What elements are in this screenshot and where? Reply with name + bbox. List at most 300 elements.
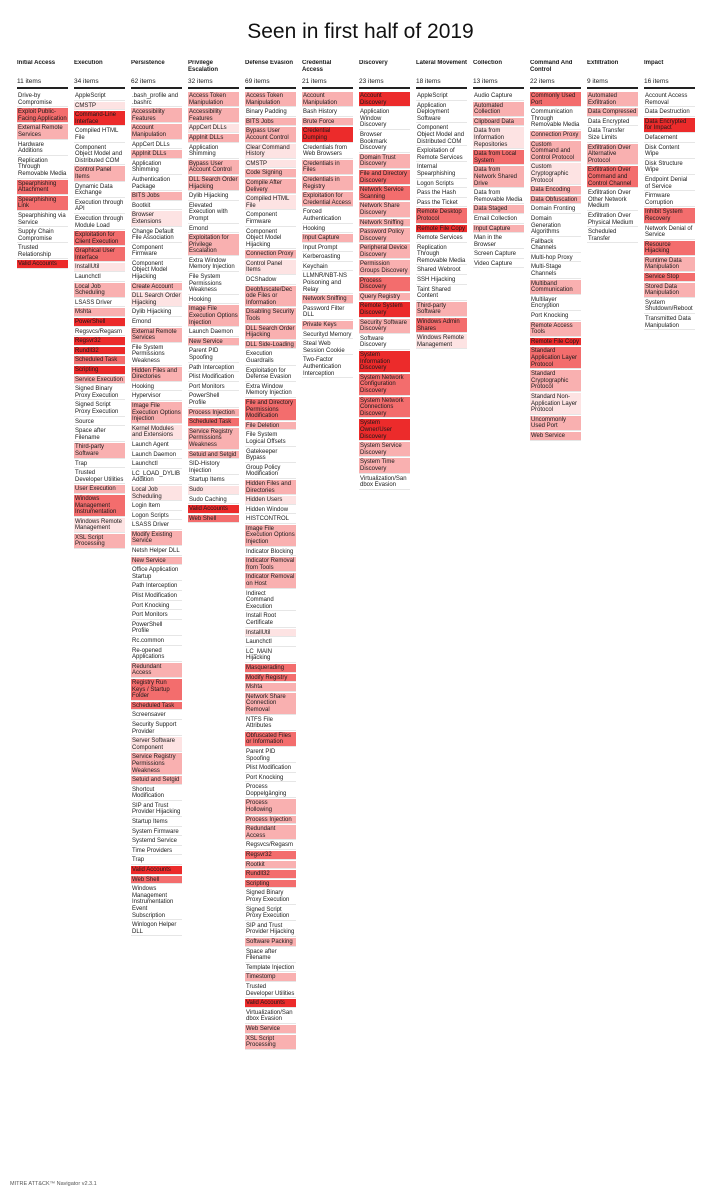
technique-cell[interactable] <box>245 308 296 323</box>
technique-cell[interactable] <box>245 683 296 692</box>
technique-cell[interactable] <box>245 816 296 825</box>
technique-cell[interactable] <box>131 611 182 620</box>
technique-cell[interactable] <box>245 841 296 850</box>
technique-cell[interactable] <box>302 331 353 340</box>
technique-cell[interactable] <box>302 321 353 330</box>
technique-cell[interactable] <box>245 774 296 783</box>
technique-cell[interactable] <box>17 228 68 243</box>
technique-cell[interactable] <box>188 383 239 392</box>
technique-cell[interactable] <box>644 92 695 107</box>
technique-cell[interactable] <box>359 186 410 201</box>
technique-cell[interactable] <box>188 338 239 347</box>
technique-cell[interactable] <box>131 192 182 201</box>
technique-cell[interactable] <box>473 225 524 234</box>
technique-cell[interactable] <box>131 308 182 317</box>
technique-cell[interactable] <box>245 108 296 117</box>
technique-cell[interactable] <box>131 876 182 885</box>
technique-cell[interactable] <box>131 141 182 150</box>
technique-cell[interactable] <box>131 460 182 469</box>
technique-cell[interactable] <box>131 425 182 440</box>
technique-cell[interactable] <box>131 921 182 936</box>
technique-cell[interactable] <box>530 263 581 278</box>
technique-cell[interactable] <box>131 602 182 611</box>
technique-cell[interactable] <box>74 418 125 427</box>
technique-cell[interactable] <box>473 234 524 249</box>
technique-cell[interactable] <box>74 127 125 142</box>
technique-cell[interactable] <box>245 825 296 840</box>
technique-cell[interactable] <box>245 732 296 747</box>
technique-cell[interactable] <box>17 180 68 195</box>
technique-cell[interactable] <box>587 92 638 107</box>
technique-cell[interactable] <box>131 557 182 566</box>
technique-cell[interactable] <box>245 748 296 763</box>
technique-cell[interactable] <box>188 486 239 495</box>
technique-cell[interactable] <box>245 799 296 814</box>
technique-cell[interactable] <box>74 328 125 337</box>
technique-cell[interactable] <box>245 638 296 647</box>
technique-cell[interactable] <box>131 451 182 460</box>
technique-cell[interactable] <box>359 260 410 275</box>
technique-cell[interactable] <box>131 547 182 556</box>
technique-cell[interactable] <box>188 451 239 460</box>
technique-cell[interactable] <box>74 401 125 416</box>
technique-cell[interactable] <box>74 376 125 385</box>
technique-cell[interactable] <box>245 922 296 937</box>
technique-cell[interactable] <box>245 906 296 921</box>
technique-cell[interactable] <box>530 347 581 369</box>
technique-cell[interactable] <box>530 131 581 140</box>
technique-cell[interactable] <box>188 409 239 418</box>
technique-cell[interactable] <box>74 183 125 198</box>
technique-cell[interactable] <box>17 92 68 107</box>
technique-cell[interactable] <box>131 150 182 159</box>
technique-cell[interactable] <box>530 108 581 130</box>
technique-cell[interactable] <box>644 315 695 330</box>
technique-cell[interactable] <box>359 92 410 107</box>
technique-cell[interactable] <box>359 302 410 317</box>
technique-cell[interactable] <box>131 663 182 678</box>
technique-cell[interactable] <box>188 428 239 450</box>
technique-cell[interactable] <box>302 253 353 262</box>
technique-cell[interactable] <box>131 711 182 720</box>
technique-cell[interactable] <box>473 189 524 204</box>
technique-cell[interactable] <box>131 124 182 139</box>
technique-cell[interactable] <box>473 127 524 149</box>
technique-cell[interactable] <box>17 124 68 139</box>
technique-cell[interactable] <box>188 124 239 133</box>
technique-cell[interactable] <box>359 108 410 130</box>
technique-cell[interactable] <box>188 225 239 234</box>
technique-cell[interactable] <box>131 292 182 307</box>
technique-cell[interactable] <box>74 247 125 262</box>
technique-cell[interactable] <box>245 889 296 904</box>
technique-cell[interactable] <box>530 338 581 347</box>
technique-cell[interactable] <box>131 702 182 711</box>
technique-cell[interactable] <box>245 399 296 421</box>
technique-cell[interactable] <box>131 647 182 662</box>
technique-cell[interactable] <box>131 344 182 366</box>
technique-cell[interactable] <box>644 241 695 256</box>
technique-cell[interactable] <box>245 1025 296 1034</box>
technique-cell[interactable] <box>359 228 410 243</box>
technique-cell[interactable] <box>131 486 182 501</box>
technique-cell[interactable] <box>416 276 467 285</box>
technique-cell[interactable] <box>74 534 125 549</box>
technique-cell[interactable] <box>530 322 581 337</box>
technique-cell[interactable] <box>245 367 296 382</box>
technique-cell[interactable] <box>245 464 296 479</box>
technique-cell[interactable] <box>359 202 410 217</box>
technique-cell[interactable] <box>17 244 68 259</box>
tactic-header[interactable]: Command And Control <box>530 60 573 73</box>
technique-cell[interactable] <box>188 192 239 201</box>
technique-cell[interactable] <box>416 225 467 234</box>
technique-cell[interactable] <box>530 141 581 163</box>
technique-cell[interactable] <box>473 150 524 165</box>
technique-cell[interactable] <box>416 189 467 198</box>
technique-cell[interactable] <box>188 364 239 373</box>
technique-cell[interactable] <box>131 531 182 546</box>
technique-cell[interactable] <box>131 592 182 601</box>
technique-cell[interactable] <box>473 92 524 101</box>
technique-cell[interactable] <box>530 280 581 295</box>
technique-cell[interactable] <box>17 157 68 179</box>
tactic-header[interactable]: Persistence <box>131 60 165 66</box>
technique-cell[interactable] <box>131 566 182 581</box>
technique-cell[interactable] <box>131 847 182 856</box>
technique-cell[interactable] <box>245 612 296 627</box>
technique-cell[interactable] <box>245 983 296 998</box>
technique-cell[interactable] <box>131 228 182 243</box>
technique-cell[interactable] <box>131 92 182 107</box>
technique-cell[interactable] <box>131 582 182 591</box>
technique-cell[interactable] <box>587 144 638 166</box>
technique-cell[interactable] <box>188 373 239 382</box>
technique-cell[interactable] <box>644 192 695 207</box>
technique-cell[interactable] <box>74 385 125 400</box>
technique-cell[interactable] <box>302 108 353 117</box>
technique-cell[interactable] <box>302 176 353 191</box>
technique-cell[interactable] <box>245 448 296 463</box>
technique-cell[interactable] <box>131 802 182 817</box>
technique-cell[interactable] <box>74 485 125 494</box>
technique-cell[interactable] <box>359 458 410 473</box>
technique-cell[interactable] <box>245 350 296 365</box>
technique-cell[interactable] <box>245 496 296 505</box>
technique-cell[interactable] <box>245 716 296 731</box>
technique-cell[interactable] <box>587 127 638 142</box>
technique-cell[interactable] <box>416 124 467 146</box>
technique-cell[interactable] <box>74 347 125 356</box>
technique-cell[interactable] <box>473 215 524 224</box>
technique-cell[interactable] <box>302 192 353 207</box>
technique-cell[interactable] <box>245 693 296 715</box>
technique-cell[interactable] <box>131 737 182 752</box>
tactic-header[interactable]: Collection <box>473 60 503 66</box>
technique-cell[interactable] <box>17 141 68 156</box>
technique-cell[interactable] <box>188 476 239 485</box>
technique-cell[interactable] <box>644 257 695 272</box>
technique-cell[interactable] <box>530 416 581 431</box>
technique-cell[interactable] <box>359 319 410 334</box>
technique-cell[interactable] <box>530 186 581 195</box>
technique-cell[interactable] <box>416 334 467 349</box>
technique-cell[interactable] <box>359 351 410 373</box>
technique-cell[interactable] <box>473 118 524 127</box>
technique-cell[interactable] <box>131 392 182 401</box>
technique-cell[interactable] <box>644 108 695 117</box>
technique-cell[interactable] <box>359 244 410 259</box>
technique-cell[interactable] <box>131 211 182 226</box>
technique-cell[interactable] <box>131 856 182 865</box>
technique-cell[interactable] <box>245 228 296 250</box>
technique-cell[interactable] <box>644 160 695 175</box>
technique-cell[interactable] <box>245 431 296 446</box>
technique-cell[interactable] <box>245 590 296 612</box>
tactic-header[interactable]: Lateral Movement <box>416 60 467 66</box>
technique-cell[interactable] <box>245 341 296 350</box>
technique-cell[interactable] <box>359 397 410 419</box>
technique-cell[interactable] <box>245 506 296 515</box>
technique-cell[interactable] <box>359 335 410 350</box>
technique-cell[interactable] <box>188 496 239 505</box>
technique-cell[interactable] <box>74 231 125 246</box>
technique-cell[interactable] <box>245 783 296 798</box>
technique-cell[interactable] <box>74 337 125 346</box>
technique-cell[interactable] <box>302 356 353 378</box>
technique-cell[interactable] <box>17 108 68 123</box>
technique-cell[interactable] <box>416 244 467 266</box>
technique-cell[interactable] <box>74 299 125 308</box>
technique-cell[interactable] <box>473 250 524 259</box>
technique-cell[interactable] <box>245 480 296 495</box>
technique-cell[interactable] <box>188 296 239 305</box>
technique-cell[interactable] <box>359 170 410 185</box>
technique-cell[interactable] <box>131 753 182 775</box>
technique-cell[interactable] <box>530 196 581 205</box>
technique-cell[interactable] <box>416 180 467 189</box>
technique-cell[interactable] <box>74 495 125 517</box>
technique-cell[interactable] <box>530 163 581 185</box>
tactic-header[interactable]: Defense Evasion <box>245 60 294 66</box>
technique-cell[interactable] <box>131 108 182 123</box>
technique-cell[interactable] <box>359 475 410 490</box>
technique-cell[interactable] <box>359 131 410 153</box>
technique-cell[interactable] <box>644 283 695 298</box>
technique-cell[interactable] <box>245 383 296 398</box>
tactic-header[interactable]: Execution <box>74 60 103 66</box>
technique-cell[interactable] <box>245 851 296 860</box>
technique-cell[interactable] <box>188 176 239 191</box>
technique-cell[interactable] <box>302 340 353 355</box>
technique-cell[interactable] <box>74 199 125 214</box>
technique-cell[interactable] <box>587 108 638 117</box>
technique-cell[interactable] <box>188 108 239 123</box>
technique-cell[interactable] <box>245 92 296 107</box>
technique-cell[interactable] <box>131 244 182 259</box>
technique-cell[interactable] <box>131 512 182 521</box>
technique-cell[interactable] <box>245 999 296 1008</box>
technique-cell[interactable] <box>644 176 695 191</box>
technique-cell[interactable] <box>359 219 410 228</box>
technique-cell[interactable] <box>74 283 125 298</box>
technique-cell[interactable] <box>131 521 182 530</box>
technique-cell[interactable] <box>188 515 239 524</box>
technique-cell[interactable] <box>131 885 182 920</box>
tactic-header[interactable]: Credential Access <box>302 60 332 73</box>
technique-cell[interactable] <box>74 356 125 365</box>
technique-cell[interactable] <box>245 664 296 673</box>
technique-cell[interactable] <box>188 134 239 143</box>
technique-cell[interactable] <box>302 160 353 175</box>
technique-cell[interactable] <box>530 254 581 263</box>
technique-cell[interactable] <box>245 964 296 973</box>
technique-cell[interactable] <box>131 260 182 282</box>
technique-cell[interactable] <box>587 118 638 127</box>
technique-cell[interactable] <box>188 160 239 175</box>
technique-cell[interactable] <box>416 102 467 124</box>
technique-cell[interactable] <box>74 443 125 458</box>
technique-cell[interactable] <box>188 347 239 362</box>
technique-cell[interactable] <box>302 263 353 272</box>
technique-cell[interactable] <box>74 318 125 327</box>
technique-cell[interactable] <box>530 296 581 311</box>
technique-cell[interactable] <box>359 374 410 396</box>
technique-cell[interactable] <box>245 948 296 963</box>
technique-cell[interactable] <box>302 127 353 142</box>
technique-cell[interactable] <box>131 786 182 801</box>
technique-cell[interactable] <box>245 557 296 572</box>
technique-cell[interactable] <box>644 225 695 240</box>
technique-cell[interactable] <box>245 160 296 169</box>
tactic-header[interactable]: Impact <box>644 60 664 66</box>
technique-cell[interactable] <box>530 312 581 321</box>
technique-cell[interactable] <box>416 199 467 208</box>
technique-cell[interactable] <box>245 1035 296 1050</box>
technique-cell[interactable] <box>416 208 467 223</box>
technique-cell[interactable] <box>245 211 296 226</box>
technique-cell[interactable] <box>644 134 695 143</box>
technique-cell[interactable] <box>245 648 296 663</box>
technique-cell[interactable] <box>473 166 524 188</box>
technique-cell[interactable] <box>587 189 638 211</box>
technique-cell[interactable] <box>245 127 296 142</box>
technique-cell[interactable] <box>245 286 296 308</box>
tactic-header[interactable]: Exfiltration <box>587 60 619 66</box>
technique-cell[interactable] <box>302 305 353 320</box>
technique-cell[interactable] <box>131 402 182 424</box>
technique-cell[interactable] <box>416 286 467 301</box>
technique-cell[interactable] <box>245 422 296 431</box>
technique-cell[interactable] <box>530 393 581 415</box>
technique-cell[interactable] <box>587 228 638 243</box>
technique-cell[interactable] <box>245 1009 296 1024</box>
technique-cell[interactable] <box>245 118 296 127</box>
technique-cell[interactable] <box>530 238 581 253</box>
technique-cell[interactable] <box>473 102 524 117</box>
technique-cell[interactable] <box>245 870 296 879</box>
technique-cell[interactable] <box>74 469 125 484</box>
technique-cell[interactable] <box>74 111 125 126</box>
technique-cell[interactable] <box>188 328 239 337</box>
technique-cell[interactable] <box>359 293 410 302</box>
technique-cell[interactable] <box>302 234 353 243</box>
technique-cell[interactable] <box>245 674 296 683</box>
tactic-header[interactable]: Initial Access <box>17 60 56 66</box>
technique-cell[interactable] <box>188 460 239 475</box>
technique-cell[interactable] <box>131 202 182 211</box>
technique-cell[interactable] <box>302 144 353 159</box>
technique-cell[interactable] <box>302 244 353 253</box>
technique-cell[interactable] <box>359 154 410 169</box>
technique-cell[interactable] <box>359 277 410 292</box>
technique-cell[interactable] <box>74 460 125 469</box>
technique-cell[interactable] <box>530 215 581 237</box>
tactic-header[interactable]: Discovery <box>359 60 388 66</box>
technique-cell[interactable] <box>245 973 296 982</box>
technique-cell[interactable] <box>245 573 296 588</box>
technique-cell[interactable] <box>188 392 239 407</box>
technique-cell[interactable] <box>74 263 125 272</box>
technique-cell[interactable] <box>245 260 296 275</box>
technique-cell[interactable] <box>302 272 353 294</box>
technique-cell[interactable] <box>245 144 296 159</box>
technique-cell[interactable] <box>473 260 524 269</box>
technique-cell[interactable] <box>416 163 467 178</box>
technique-cell[interactable] <box>74 166 125 181</box>
technique-cell[interactable] <box>17 212 68 227</box>
technique-cell[interactable] <box>131 383 182 392</box>
technique-cell[interactable] <box>302 92 353 107</box>
technique-cell[interactable] <box>131 328 182 343</box>
technique-cell[interactable] <box>644 118 695 133</box>
technique-cell[interactable] <box>131 470 182 485</box>
technique-cell[interactable] <box>530 92 581 107</box>
technique-cell[interactable] <box>416 147 467 162</box>
technique-cell[interactable] <box>416 234 467 243</box>
technique-cell[interactable] <box>74 102 125 111</box>
technique-cell[interactable] <box>131 318 182 327</box>
technique-cell[interactable] <box>302 295 353 304</box>
technique-cell[interactable] <box>245 861 296 870</box>
technique-cell[interactable] <box>302 208 353 223</box>
technique-cell[interactable] <box>188 202 239 224</box>
technique-cell[interactable] <box>188 505 239 514</box>
technique-cell[interactable] <box>416 318 467 333</box>
technique-cell[interactable] <box>644 299 695 314</box>
technique-cell[interactable] <box>416 266 467 275</box>
technique-cell[interactable] <box>245 169 296 178</box>
technique-cell[interactable] <box>530 432 581 441</box>
technique-cell[interactable] <box>74 215 125 230</box>
technique-cell[interactable] <box>359 442 410 457</box>
technique-cell[interactable] <box>74 308 125 317</box>
technique-cell[interactable] <box>530 370 581 392</box>
technique-cell[interactable] <box>188 234 239 256</box>
technique-cell[interactable] <box>587 212 638 227</box>
technique-cell[interactable] <box>302 118 353 127</box>
technique-cell[interactable] <box>131 679 182 701</box>
technique-cell[interactable] <box>131 837 182 846</box>
technique-cell[interactable] <box>131 283 182 292</box>
technique-cell[interactable] <box>131 160 182 175</box>
technique-cell[interactable] <box>302 225 353 234</box>
technique-cell[interactable] <box>74 518 125 533</box>
technique-cell[interactable] <box>188 257 239 272</box>
technique-cell[interactable] <box>245 548 296 557</box>
technique-cell[interactable] <box>74 366 125 375</box>
technique-cell[interactable] <box>473 205 524 214</box>
